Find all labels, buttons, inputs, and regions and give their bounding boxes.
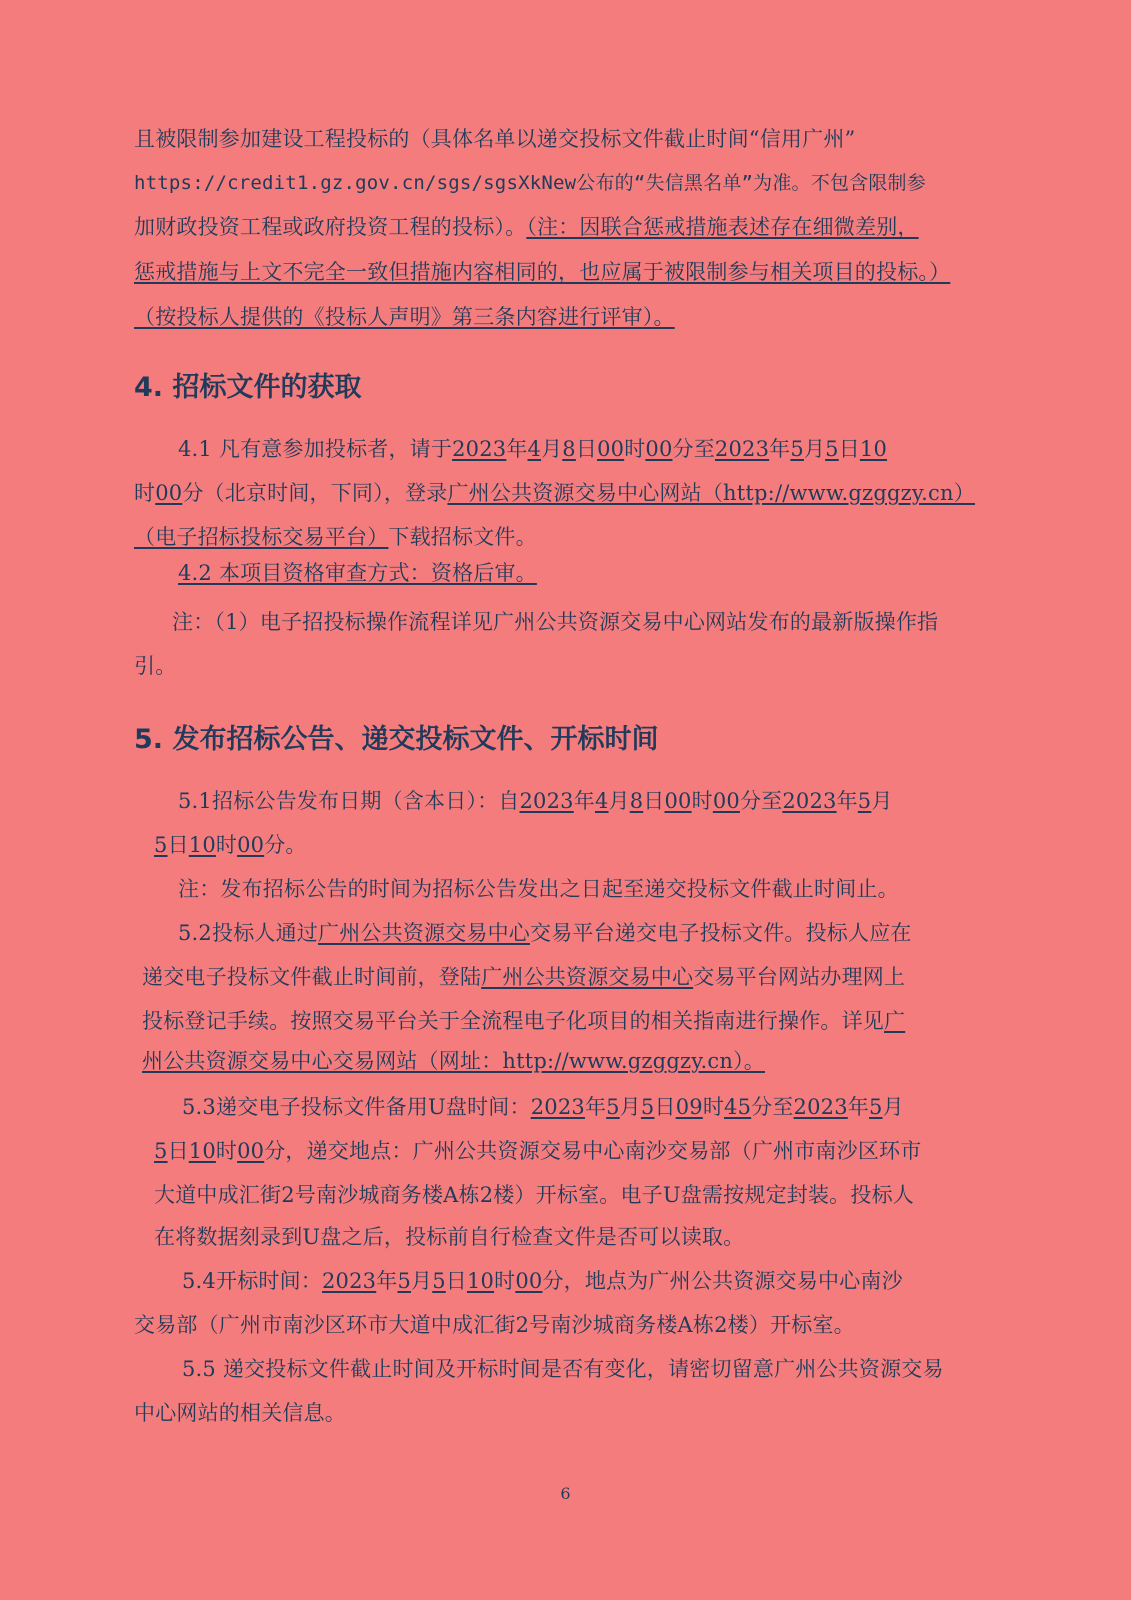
date-value: 5 — [790, 437, 804, 461]
text-line: 中心网站的相关信息。 — [134, 1401, 346, 1425]
date-value: 00 — [237, 1139, 265, 1163]
website-link[interactable]: 广州公共资源交易中心网站（http://www.gzggzy.cn） — [447, 481, 975, 505]
text-span: 交易平台网站办理网上 — [693, 965, 906, 989]
text-line — [178, 786, 893, 816]
text-span: 时 — [215, 1139, 238, 1163]
date-value: 2023 — [519, 789, 574, 813]
text-span: 时 — [691, 789, 713, 813]
text-span: 时 — [702, 1095, 725, 1119]
date-value: 45 — [724, 1095, 752, 1119]
text-span: 月 — [619, 1095, 641, 1119]
text-span: 5.1招标公告发布日期（含本日）：自 — [178, 789, 520, 813]
date-value: 10 — [859, 437, 888, 461]
date-value: 5 — [857, 789, 872, 813]
text-line: 大道中成汇街2号南沙城商务楼A栋2楼）开标室。电子U盘需按规定封装。投标人 — [154, 1183, 914, 1207]
text-line — [182, 1266, 903, 1296]
org-name: 广州公共资源交易中心 — [318, 921, 530, 945]
text-line — [178, 918, 912, 948]
text-span: 年 — [584, 1095, 607, 1119]
note-line: 引。 — [134, 654, 177, 678]
text-line — [142, 1006, 905, 1036]
text-span: 递交电子投标文件截止时间前，登陆 — [142, 965, 482, 989]
text-line — [154, 830, 307, 860]
text-span: 日 — [167, 1139, 189, 1163]
text-span: 日 — [643, 789, 665, 813]
text-span: 加财政投资工程或政府投资工程的投标）。 — [134, 215, 527, 239]
date-value: 10 — [188, 1139, 216, 1163]
text-span: 年 — [506, 437, 528, 461]
date-value: 5 — [397, 1269, 412, 1293]
section-heading: 5. 发布招标公告、递交投标文件、开标时间 — [134, 724, 659, 755]
underlined-note: 惩戒措施与上文不完全一致但措施内容相同的，也应属于被限制参与相关项目的投标。） — [134, 260, 951, 284]
text-span: 年 — [847, 1095, 869, 1119]
text-span: 月 — [803, 437, 826, 461]
date-value: 10 — [466, 1269, 495, 1293]
text-span: 日 — [445, 1269, 467, 1293]
text-span: 分（北京时间，下同），登录 — [182, 481, 448, 505]
text-line — [134, 212, 919, 242]
text-line: https://credit1.gz.gov.cn/sgs/sgsXkNew公布的“失信黑名单”为准。不包含限制参 — [134, 172, 926, 194]
date-value: 2023 — [793, 1095, 848, 1119]
text-span: 分。 — [264, 833, 307, 857]
date-value: 00 — [237, 833, 265, 857]
text-line: 在将数据刻录到U盘之后，投标前自行检查文件是否可以读取。 — [154, 1225, 745, 1249]
text-span: 时 — [215, 833, 238, 857]
date-value: 2023 — [782, 789, 837, 813]
date-value: 5 — [869, 1095, 883, 1119]
text-span: 分至 — [751, 1095, 794, 1119]
date-value: 2023 — [714, 437, 770, 461]
date-value: 00 — [515, 1269, 543, 1293]
date-value: 2023 — [322, 1269, 377, 1293]
note-line: 注：发布招标公告的时间为招标公告发出之日起至递交投标文件截止时间止。 — [178, 877, 899, 901]
date-value: 5 — [432, 1269, 446, 1293]
text-span: 下载招标文件。 — [388, 525, 537, 549]
date-value: 5 — [606, 1095, 620, 1119]
date-value: 5 — [154, 1139, 168, 1163]
text-span: 月 — [882, 1095, 904, 1119]
date-value: 5 — [154, 833, 168, 857]
text-line — [134, 478, 975, 508]
platform-link[interactable]: （电子招标投标交易平台） — [134, 525, 389, 549]
org-name: 广州公共资源交易中心 — [481, 965, 694, 989]
date-value: 00 — [155, 481, 183, 505]
text-span: 时 — [134, 481, 156, 505]
note-line: 注：（1）电子招投标操作流程详见广州公共资源交易中心网站发布的最新版操作指 — [172, 610, 939, 634]
date-value: 4 — [594, 789, 609, 813]
text-span: 5.3递交电子投标文件备用U盘时间： — [182, 1095, 531, 1119]
text-span: 分至 — [739, 789, 783, 813]
date-value: 00 — [712, 789, 740, 813]
text-line — [154, 1136, 921, 1166]
text-span: 日 — [575, 437, 598, 461]
page-number: 6 — [560, 1484, 571, 1503]
text-line: 5.5 递交投标文件截止时间及开标时间是否有变化，请密切留意广州公共资源交易 — [182, 1357, 944, 1381]
text-line — [178, 434, 887, 464]
text-span: 投标登记手续。按照交易平台关于全流程电子化项目的相关指南进行操作。详见 — [142, 1009, 884, 1033]
date-value: 2023 — [452, 437, 507, 461]
text-span: 日 — [838, 437, 860, 461]
text-span: 日 — [654, 1095, 676, 1119]
text-span: 5.2投标人通过 — [178, 921, 318, 945]
text-span: 月 — [608, 789, 630, 813]
section-heading: 4. 招标文件的获取 — [134, 372, 362, 403]
date-value: 4 — [527, 437, 542, 461]
date-value: 8 — [629, 789, 644, 813]
text-span: 分，递交地点：广州公共资源交易中心南沙交易部（广州市南沙区环市 — [264, 1139, 922, 1163]
text-line — [134, 522, 537, 552]
text-span: 分至 — [672, 437, 715, 461]
text-span: 年 — [769, 437, 791, 461]
text-span: 时 — [624, 437, 646, 461]
date-value: 8 — [562, 437, 576, 461]
date-value: 09 — [675, 1095, 703, 1119]
date-value: 5 — [825, 437, 839, 461]
text-span: 年 — [573, 789, 595, 813]
text-span: 月 — [871, 789, 893, 813]
text-line: 4.2 本项目资格审查方式：资格后审。 — [178, 561, 537, 585]
text-span: 交易平台递交电子投标文件。投标人应在 — [530, 921, 912, 945]
text-span: 月 — [411, 1269, 433, 1293]
text-span: 日 — [167, 833, 189, 857]
text-span: 5.4开标时间： — [182, 1269, 322, 1293]
underlined-note: （注：因联合惩戒措施表述存在细微差别， — [526, 215, 919, 239]
date-value: 00 — [664, 789, 692, 813]
website-link[interactable]: 广 — [884, 1009, 906, 1033]
date-value: 5 — [640, 1095, 655, 1119]
date-value: 00 — [597, 437, 625, 461]
underlined-note: （按投标人提供的《投标人声明》第三条内容进行评审）。 — [134, 305, 675, 329]
text-line — [182, 1092, 904, 1122]
text-span: 月 — [541, 437, 563, 461]
text-span: 分，地点为广州公共资源交易中心南沙 — [542, 1269, 903, 1293]
text-line: 且被限制参加建设工程投标的（具体名单以递交投标文件截止时间“信用广州” — [134, 127, 856, 151]
text-line: 交易部（广州市南沙区环市大道中成汇街2号南沙城商务楼A栋2楼）开标室。 — [134, 1313, 855, 1337]
text-span: 时 — [494, 1269, 516, 1293]
text-span: 4.1 凡有意参加投标者，请于 — [178, 437, 453, 461]
text-span: 年 — [836, 789, 858, 813]
website-link[interactable]: 州公共资源交易中心交易网站（网址：http://www.gzggzy.cn）。 — [142, 1049, 765, 1073]
date-value: 10 — [188, 833, 216, 857]
text-span: 年 — [376, 1269, 398, 1293]
date-value: 00 — [645, 437, 673, 461]
date-value: 2023 — [530, 1095, 585, 1119]
text-line — [142, 962, 905, 992]
